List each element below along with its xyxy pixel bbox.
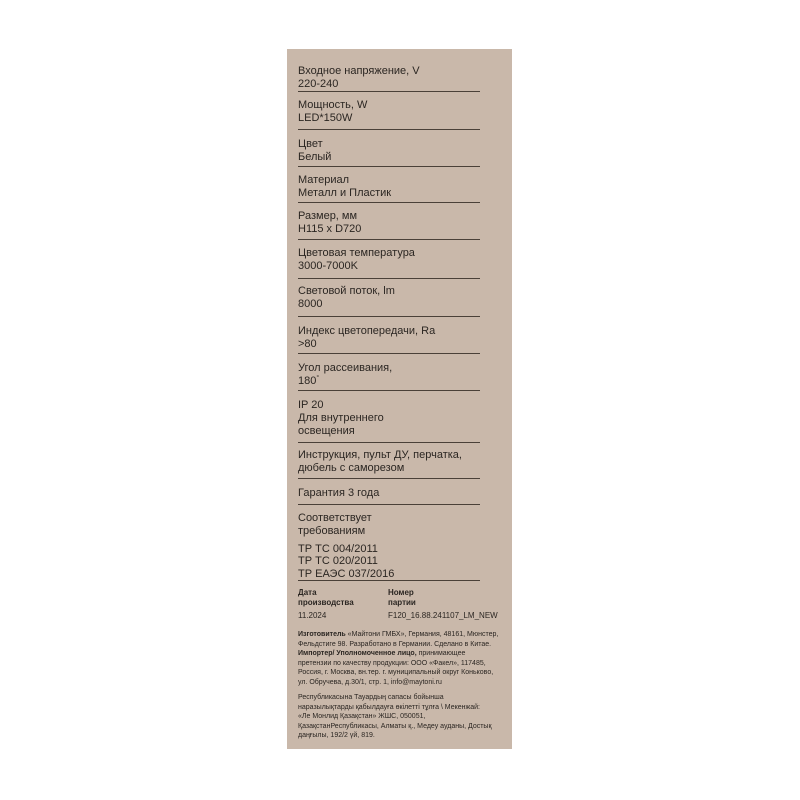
- spec-temp-label: Цветовая температура: [298, 247, 415, 259]
- spec-conform-line1: Соответствует: [298, 512, 372, 524]
- spec-color-value: Белый: [298, 150, 332, 163]
- manufacturer-line1: [298, 630, 508, 640]
- spec-color-temperature: [298, 247, 480, 273]
- spec-voltage-value: 220-240: [298, 77, 339, 90]
- divider: [298, 129, 480, 130]
- divider: [298, 91, 480, 92]
- spec-conform-line4: ТР ТС 020/2011: [298, 555, 378, 568]
- divider: [298, 390, 480, 391]
- spec-ip-line3: освещения: [298, 424, 355, 437]
- divider: [298, 353, 480, 354]
- spec-size-value: H115 x D720: [298, 222, 362, 235]
- divider: [298, 504, 480, 505]
- divider: [298, 316, 480, 317]
- divider: [298, 478, 480, 479]
- spec-kit-line1: Инструкция, пульт ДУ, перчатка,: [298, 449, 462, 461]
- batch-number-label-line2: партии: [388, 598, 416, 607]
- divider: [298, 166, 480, 167]
- kz-line4: ҚазақстанРеспубликасы, Алматы қ., Медеу ауданы, Достық: [298, 722, 492, 730]
- spec-material-value: Металл и Пластик: [298, 186, 392, 199]
- spec-ip-line2: Для внутреннего: [298, 411, 384, 424]
- spec-power: [298, 99, 480, 125]
- spec-color-label: Цвет: [298, 138, 323, 150]
- spec-kit-contents: [298, 449, 480, 475]
- importer-line1: [298, 649, 508, 659]
- spec-size: [298, 210, 480, 236]
- spec-beam-angle: [298, 362, 480, 388]
- importer-line3: Россия, г. Москва, вн.тер. г. муниципальный округ Коньково,: [298, 669, 494, 677]
- divider: [298, 239, 480, 240]
- spec-kit-line2: дюбель с саморезом: [298, 461, 405, 474]
- spec-flux-value: 8000: [298, 297, 323, 310]
- divider: [298, 278, 480, 279]
- spec-material-label: Материал: [298, 174, 349, 186]
- spec-flux-label: Световой поток, lm: [298, 285, 395, 297]
- spec-ip-rating: [298, 399, 480, 437]
- production-date-label-line2: производства: [298, 598, 354, 607]
- batch-number-label-line1: Номер: [388, 588, 414, 597]
- spec-conformity: [298, 512, 480, 581]
- spec-cri-label: Индекс цветопередачи, Ra: [298, 325, 436, 337]
- spec-angle-unit: °: [316, 374, 320, 382]
- spec-size-label: Размер, мм: [298, 210, 358, 222]
- production-date-value: 11.2024: [298, 611, 327, 620]
- manufacturer-title: Изготовитель: [298, 631, 346, 638]
- spec-warranty-text: Гарантия 3 года: [298, 487, 380, 499]
- spec-angle-value: 180: [298, 374, 317, 387]
- batch-number-value: F120_16.88.241107_LM_NEW: [388, 611, 498, 620]
- product-label-card: [287, 49, 512, 749]
- spec-cri-value: >80: [298, 337, 317, 350]
- manufacturer-text1: «Майтони ГМБХ», Германия, 48161, Мюнстер,: [345, 631, 499, 638]
- divider: [298, 580, 480, 581]
- kz-line2: наразылықтарды қабылдауға өкілетті тұлға \ Мекенжай:: [298, 703, 480, 711]
- manufacturer-info: [298, 630, 508, 688]
- spec-power-value: LED*150W: [298, 111, 353, 124]
- spec-luminous-flux: [298, 285, 480, 311]
- spec-warranty: [298, 487, 480, 500]
- spec-angle-value-line: [298, 375, 480, 388]
- spec-temp-value: 3000-7000K: [298, 259, 358, 272]
- spec-angle-label: Угол рассеивания,: [298, 362, 393, 374]
- spec-voltage-label: Входное напряжение, V: [298, 65, 420, 77]
- spec-conform-line3: ТР ТС 004/2011: [298, 542, 378, 555]
- spec-conform-line5: ТР ЕАЭС 037/2016: [298, 568, 395, 581]
- spec-ip-line1: IP 20: [298, 399, 324, 411]
- kz-line5: даңғылы, 192/2 үй, 819.: [298, 732, 375, 740]
- spec-color: [298, 138, 480, 164]
- divider: [298, 442, 480, 443]
- batch-number-label: [388, 588, 416, 608]
- importer-line4: ул. Обручева, д.30/1, стр. 1, info@maytoni.ru: [298, 678, 442, 686]
- kz-line1: Республикасына Тауардың сапасы бойынша: [298, 694, 444, 701]
- manufacturer-line2: Фельдстиге 98. Разработано в Германии. Сделано в Китае.: [298, 640, 492, 648]
- kazakhstan-representative-info: [298, 693, 508, 741]
- kz-line3: «Ле Монлид Қазақстан» ЖШС, 050051,: [298, 713, 426, 721]
- spec-cri: [298, 325, 480, 351]
- importer-text1: принимающее: [416, 650, 466, 658]
- production-date-label-line1: Дата: [298, 588, 317, 597]
- spec-voltage: [298, 65, 480, 91]
- importer-title: Импортер/ Уполномоченное лицо,: [298, 650, 417, 658]
- production-date-label: [298, 588, 354, 608]
- importer-line2: претензии по качеству продукции: ООО «Факел», 117485,: [298, 659, 486, 667]
- spec-power-label: Мощность, W: [298, 99, 368, 111]
- spec-conform-line2: требованиям: [298, 524, 366, 537]
- divider: [298, 202, 480, 203]
- spec-material: [298, 174, 480, 200]
